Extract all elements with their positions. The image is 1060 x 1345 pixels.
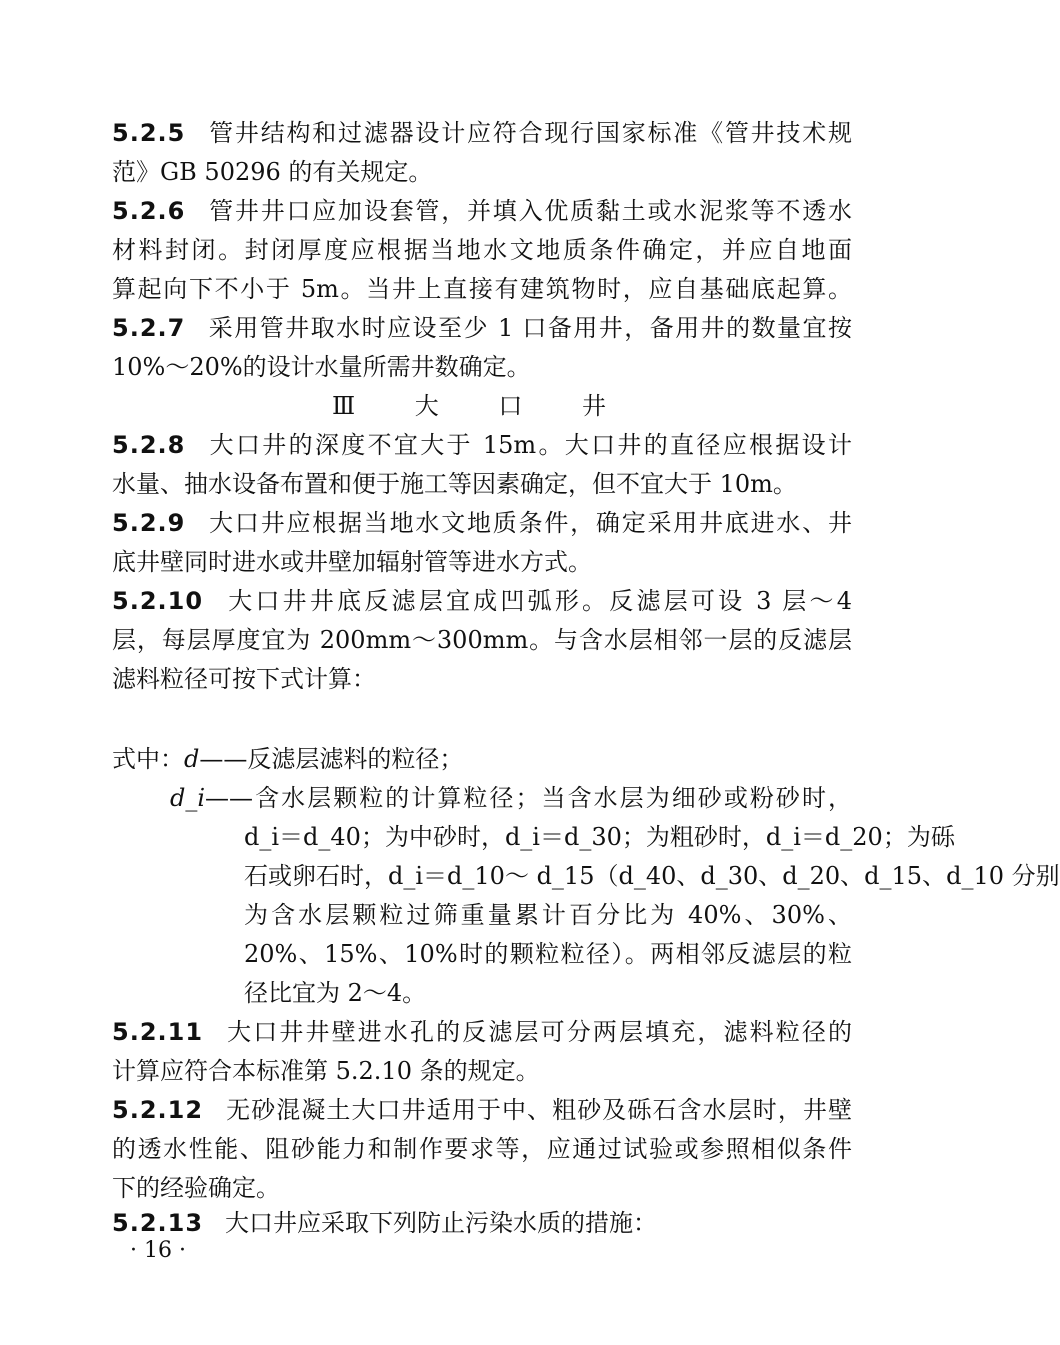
where-di-definition-line-1: d_i——含水层颗粒的计算粒径；当含水层为细砂或粉砂时， — [170, 784, 852, 812]
clause-5-2-7-line-2: 10%～20%的设计水量所需井数确定。 — [112, 353, 531, 381]
clause-number: 5.2.8 — [112, 431, 186, 459]
where-d-definition: 式中：d——反滤层滤料的粒径； — [112, 745, 464, 773]
clause-5-2-11-line-2: 计算应符合本标准第 5.2.10 条的规定。 — [112, 1057, 540, 1085]
clause-5-2-8-line-2: 水量、抽水设备布置和便于施工等因素确定，但不宜大于 10m。 — [112, 470, 797, 498]
where-di-line-4: 为含水层颗粒过筛重量累计百分比为 40%、30%、 — [244, 901, 852, 929]
clause-5-2-5-line-2: 范》GB 50296 的有关规定。 — [112, 158, 433, 186]
clause-number: 5.2.6 — [112, 197, 186, 225]
clause-5-2-5-line-1: 5.2.5 管井结构和过滤器设计应符合现行国家标准《管井技术规 — [112, 116, 852, 150]
clause-5-2-11-line-1: 5.2.11 大口井井壁进水孔的反滤层可分两层填充，滤料粒径的 — [112, 1015, 852, 1049]
clause-number: 5.2.9 — [112, 509, 186, 537]
clause-5-2-6-line-3: 算起向下不小于 5m。当井上直接有建筑物时，应自基础底起算。 — [112, 275, 852, 303]
clause-5-2-10-line-3: 滤料粒径可按下式计算： — [112, 665, 376, 693]
clause-number: 5.2.13 — [112, 1209, 204, 1237]
clause-5-2-12-line-1: 5.2.12 无砂混凝土大口井适用于中、粗砂及砾石含水层时，井壁 — [112, 1093, 852, 1127]
clause-5-2-12-line-3: 下的经验确定。 — [112, 1174, 280, 1202]
clause-5-2-13-line-1: 5.2.13 大口井应采取下列防止污染水质的措施： — [112, 1206, 852, 1240]
clause-number: 5.2.7 — [112, 314, 186, 342]
clause-number: 5.2.12 — [112, 1096, 204, 1124]
clause-number: 5.2.10 — [112, 587, 204, 615]
page-number: · 16 · — [130, 1238, 186, 1263]
where-di-line-3: 石或卵石时，d_i＝d_10～ d_15（d_40、d_30、d_20、d_15、d_10 分别 — [244, 862, 1060, 890]
variable-d: d — [184, 745, 200, 773]
clause-5-2-9-line-2: 底井壁同时进水或井壁加辐射管等进水方式。 — [112, 548, 592, 576]
clause-5-2-9-line-1: 5.2.9 大口井应根据当地水文地质条件，确定采用井底进水、井 — [112, 506, 852, 540]
clause-5-2-6-line-2: 材料封闭。封闭厚度应根据当地水文地质条件确定，并应自地面 — [112, 236, 852, 264]
where-di-line-6: 径比宜为 2～4。 — [244, 979, 427, 1007]
clause-5-2-10-line-2: 层，每层厚度宜为 200mm～300mm。与含水层相邻一层的反滤层 — [112, 626, 852, 654]
clause-5-2-10-line-1: 5.2.10 大口井井底反滤层宜成凹弧形。反滤层可设 3 层～4 — [112, 584, 852, 618]
where-di-line-2: d_i＝d_40；为中砂时，d_i＝d_30；为粗砂时，d_i＝d_20；为砾 — [244, 823, 955, 851]
variable-di: d_i — [170, 784, 206, 812]
clause-5-2-12-line-2: 的透水性能、阻砂能力和制作要求等，应通过试验或参照相似条件 — [112, 1135, 852, 1163]
clause-number: 5.2.11 — [112, 1018, 204, 1046]
clause-5-2-6-line-1: 5.2.6 管井井口应加设套管，并填入优质黏土或水泥浆等不透水 — [112, 194, 852, 228]
section-subheading: Ⅲ 大 口 井 — [331, 392, 633, 420]
clause-5-2-8-line-1: 5.2.8 大口井的深度不宜大于 15m。大口井的直径应根据设计 — [112, 428, 852, 462]
clause-5-2-7-line-1: 5.2.7 采用管井取水时应设至少 1 口备用井，备用井的数量宜按 — [112, 311, 852, 345]
clause-number: 5.2.5 — [112, 119, 186, 147]
where-di-line-5: 20%、15%、10%时的颗粒粒径）。两相邻反滤层的粒 — [244, 940, 852, 968]
